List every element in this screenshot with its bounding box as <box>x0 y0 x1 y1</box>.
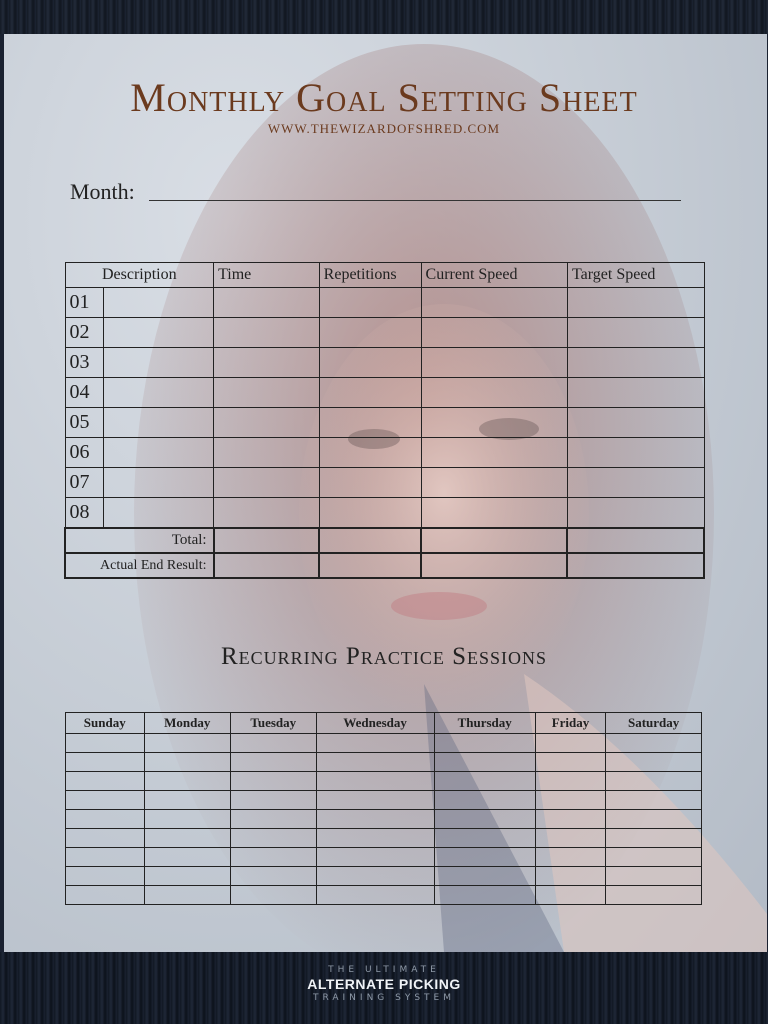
result-cell[interactable] <box>567 553 704 578</box>
goal-cell-time[interactable] <box>214 288 320 318</box>
schedule-cell-sunday[interactable] <box>66 791 145 810</box>
goal-cell-time[interactable] <box>214 348 320 378</box>
weekday-header-tuesday: Tuesday <box>230 713 316 734</box>
schedule-cell-monday[interactable] <box>144 772 230 791</box>
logo-line-main: ALTERNATE PICKING <box>307 976 461 992</box>
schedule-cell-friday[interactable] <box>535 886 606 905</box>
goal-cell-current-speed[interactable] <box>421 288 567 318</box>
total-cell[interactable] <box>214 528 320 553</box>
schedule-cell-sunday[interactable] <box>66 810 145 829</box>
result-cell[interactable] <box>214 553 320 578</box>
schedule-cell-friday[interactable] <box>535 848 606 867</box>
weekday-header-friday: Friday <box>535 713 606 734</box>
brand-logo <box>0 965 768 1003</box>
schedule-cell-saturday[interactable] <box>606 886 702 905</box>
goal-cell-repetitions[interactable] <box>319 408 421 438</box>
schedule-cell-sunday[interactable] <box>66 753 145 772</box>
weekday-header-sunday: Sunday <box>66 713 145 734</box>
schedule-cell-monday[interactable] <box>144 848 230 867</box>
goal-cell-target-speed[interactable] <box>567 348 704 378</box>
schedule-cell-saturday[interactable] <box>606 867 702 886</box>
schedule-cell-thursday[interactable] <box>434 829 535 848</box>
schedule-cell-monday[interactable] <box>144 886 230 905</box>
goal-row <box>65 468 704 498</box>
schedule-cell-tuesday[interactable] <box>230 772 316 791</box>
goal-row-number: 03 <box>65 348 104 378</box>
schedule-cell-friday[interactable] <box>535 810 606 829</box>
goal-cell-current-speed[interactable] <box>421 498 567 529</box>
schedule-row <box>66 810 702 829</box>
schedule-cell-thursday[interactable] <box>434 810 535 829</box>
schedule-row <box>66 753 702 772</box>
goal-cell-description[interactable] <box>104 288 214 318</box>
actual-end-result-label: Actual End Result: <box>65 553 214 578</box>
goal-cell-repetitions[interactable] <box>319 348 421 378</box>
goal-row <box>65 498 704 529</box>
goal-table-header <box>65 263 704 288</box>
result-cell[interactable] <box>421 553 567 578</box>
schedule-cell-saturday[interactable] <box>606 772 702 791</box>
schedule-cell-saturday[interactable] <box>606 734 702 753</box>
column-header-repetitions: Repetitions <box>319 263 421 288</box>
schedule-cell-wednesday[interactable] <box>316 753 434 772</box>
goal-row-number: 08 <box>65 498 104 529</box>
recurring-sessions-title: Recurring Practice Sessions <box>220 643 547 670</box>
schedule-cell-sunday[interactable] <box>66 848 145 867</box>
month-entry-line[interactable] <box>149 200 681 201</box>
total-cell[interactable] <box>421 528 567 553</box>
weekday-header-monday: Monday <box>144 713 230 734</box>
goal-cell-current-speed[interactable] <box>421 438 567 468</box>
schedule-cell-sunday[interactable] <box>66 734 145 753</box>
goal-cell-target-speed[interactable] <box>567 318 704 348</box>
schedule-cell-tuesday[interactable] <box>230 829 316 848</box>
top-frame-bar <box>0 0 768 34</box>
goal-cell-target-speed[interactable] <box>567 288 704 318</box>
schedule-cell-sunday[interactable] <box>66 772 145 791</box>
goal-row <box>65 378 704 408</box>
goal-row-number: 05 <box>65 408 104 438</box>
schedule-cell-thursday[interactable] <box>434 791 535 810</box>
schedule-row <box>66 734 702 753</box>
goal-cell-target-speed[interactable] <box>567 468 704 498</box>
goal-cell-time[interactable] <box>214 468 320 498</box>
schedule-cell-wednesday[interactable] <box>316 810 434 829</box>
logo-line-bottom: TRAINING SYSTEM <box>312 993 456 1003</box>
goal-cell-current-speed[interactable] <box>421 408 567 438</box>
month-label: Month: <box>70 179 135 204</box>
weekday-header-row <box>66 713 702 734</box>
total-label: Total: <box>65 528 214 553</box>
schedule-cell-monday[interactable] <box>144 829 230 848</box>
schedule-cell-tuesday[interactable] <box>230 734 316 753</box>
goal-cell-current-speed[interactable] <box>421 378 567 408</box>
schedule-row <box>66 772 702 791</box>
goal-row-number: 02 <box>65 318 104 348</box>
goal-cell-description[interactable] <box>104 468 214 498</box>
website-url: WWW.THEWIZARDOFSHRED.COM <box>267 121 501 136</box>
schedule-cell-wednesday[interactable] <box>316 829 434 848</box>
schedule-cell-saturday[interactable] <box>606 810 702 829</box>
goal-cell-repetitions[interactable] <box>319 468 421 498</box>
total-cell[interactable] <box>567 528 704 553</box>
goal-row <box>65 318 704 348</box>
schedule-cell-thursday[interactable] <box>434 734 535 753</box>
weekly-schedule-table <box>65 712 702 905</box>
actual-end-result-row <box>65 553 704 578</box>
goal-row-number: 04 <box>65 378 104 408</box>
schedule-cell-monday[interactable] <box>144 791 230 810</box>
schedule-cell-monday[interactable] <box>144 753 230 772</box>
total-cell[interactable] <box>319 528 421 553</box>
schedule-cell-tuesday[interactable] <box>230 753 316 772</box>
goal-row-number: 06 <box>65 438 104 468</box>
schedule-cell-monday[interactable] <box>144 867 230 886</box>
schedule-cell-sunday[interactable] <box>66 886 145 905</box>
goal-cell-target-speed[interactable] <box>567 498 704 529</box>
goal-cell-current-speed[interactable] <box>421 318 567 348</box>
goal-cell-time[interactable] <box>214 438 320 468</box>
schedule-cell-tuesday[interactable] <box>230 867 316 886</box>
goal-cell-description[interactable] <box>104 348 214 378</box>
goal-row-number: 01 <box>65 288 104 318</box>
total-row <box>65 528 704 553</box>
schedule-cell-thursday[interactable] <box>434 753 535 772</box>
goal-cell-target-speed[interactable] <box>567 408 704 438</box>
schedule-cell-thursday[interactable] <box>434 848 535 867</box>
schedule-cell-wednesday[interactable] <box>316 734 434 753</box>
logo-line-top: THE ULTIMATE <box>328 965 440 975</box>
goal-cell-time[interactable] <box>214 498 320 529</box>
weekday-header-wednesday: Wednesday <box>316 713 434 734</box>
schedule-cell-friday[interactable] <box>535 829 606 848</box>
goal-table <box>64 262 705 579</box>
column-header-description: Description <box>65 263 214 288</box>
schedule-cell-friday[interactable] <box>535 791 606 810</box>
schedule-cell-wednesday[interactable] <box>316 867 434 886</box>
schedule-cell-saturday[interactable] <box>606 848 702 867</box>
goal-cell-time[interactable] <box>214 318 320 348</box>
schedule-cell-friday[interactable] <box>535 772 606 791</box>
goal-row <box>65 438 704 468</box>
schedule-cell-tuesday[interactable] <box>230 791 316 810</box>
schedule-cell-wednesday[interactable] <box>316 886 434 905</box>
schedule-cell-friday[interactable] <box>535 753 606 772</box>
schedule-cell-wednesday[interactable] <box>316 848 434 867</box>
schedule-cell-monday[interactable] <box>144 810 230 829</box>
goal-cell-repetitions[interactable] <box>319 318 421 348</box>
goal-cell-description[interactable] <box>104 378 214 408</box>
schedule-cell-thursday[interactable] <box>434 772 535 791</box>
result-cell[interactable] <box>319 553 421 578</box>
goal-cell-description[interactable] <box>104 318 214 348</box>
goal-row <box>65 288 704 318</box>
goal-cell-repetitions[interactable] <box>319 438 421 468</box>
weekday-header-saturday: Saturday <box>606 713 702 734</box>
schedule-row <box>66 791 702 810</box>
goal-cell-description[interactable] <box>104 438 214 468</box>
goal-cell-repetitions[interactable] <box>319 498 421 529</box>
goal-cell-description[interactable] <box>104 498 214 529</box>
schedule-cell-monday[interactable] <box>144 734 230 753</box>
schedule-cell-tuesday[interactable] <box>230 848 316 867</box>
schedule-cell-thursday[interactable] <box>434 867 535 886</box>
schedule-cell-saturday[interactable] <box>606 829 702 848</box>
schedule-cell-tuesday[interactable] <box>230 810 316 829</box>
schedule-row <box>66 848 702 867</box>
goal-cell-time[interactable] <box>214 378 320 408</box>
weekday-header-thursday: Thursday <box>434 713 535 734</box>
schedule-cell-wednesday[interactable] <box>316 772 434 791</box>
goal-cell-target-speed[interactable] <box>567 378 704 408</box>
goal-row <box>65 348 704 378</box>
schedule-cell-tuesday[interactable] <box>230 886 316 905</box>
column-header-target-speed: Target Speed <box>567 263 704 288</box>
goal-cell-repetitions[interactable] <box>319 378 421 408</box>
schedule-cell-saturday[interactable] <box>606 791 702 810</box>
goal-cell-current-speed[interactable] <box>421 348 567 378</box>
goal-cell-time[interactable] <box>214 408 320 438</box>
goal-cell-description[interactable] <box>104 408 214 438</box>
goal-cell-repetitions[interactable] <box>319 288 421 318</box>
schedule-cell-sunday[interactable] <box>66 867 145 886</box>
schedule-row <box>66 829 702 848</box>
schedule-cell-thursday[interactable] <box>434 886 535 905</box>
schedule-cell-wednesday[interactable] <box>316 791 434 810</box>
column-header-time: Time <box>214 263 320 288</box>
schedule-cell-sunday[interactable] <box>66 829 145 848</box>
goal-cell-current-speed[interactable] <box>421 468 567 498</box>
column-header-current-speed: Current Speed <box>421 263 567 288</box>
goal-cell-target-speed[interactable] <box>567 438 704 468</box>
schedule-cell-friday[interactable] <box>535 734 606 753</box>
goal-row-number: 07 <box>65 468 104 498</box>
page-title: Monthly Goal Setting Sheet <box>130 75 638 120</box>
schedule-row <box>66 867 702 886</box>
schedule-cell-friday[interactable] <box>535 867 606 886</box>
schedule-cell-saturday[interactable] <box>606 753 702 772</box>
schedule-row <box>66 886 702 905</box>
goal-row <box>65 408 704 438</box>
